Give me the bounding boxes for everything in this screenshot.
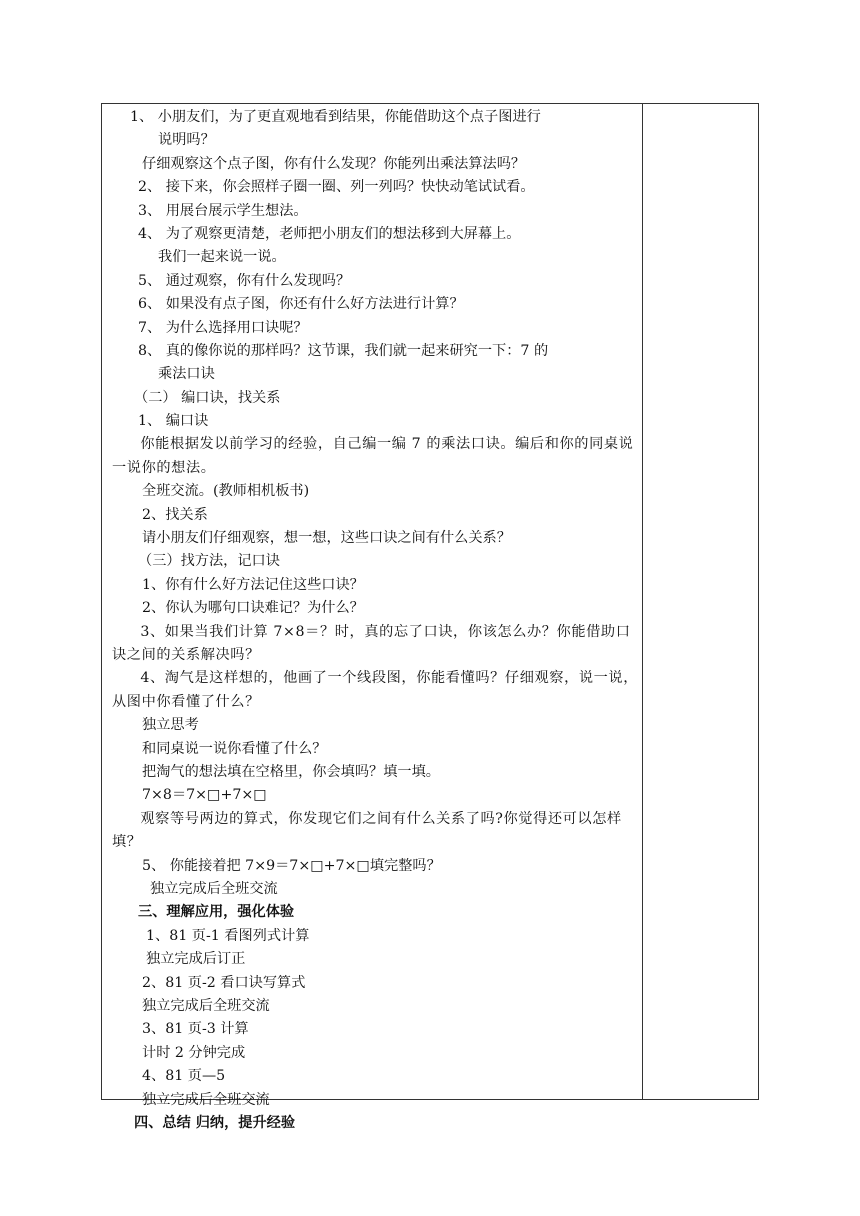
lesson-content-cell [112,106,638,1135]
text-line: 1、81 页-1 看图列式计算 [146,927,310,944]
text-line: 5、 通过观察，你有什么发现吗？ [138,272,351,289]
text-line: 2、你认为哪句口诀难记？为什么？ [142,600,364,617]
text-line: 4、81 页—5 [142,1068,226,1085]
paragraph: 4、淘气是这样想的，他画了一个线段图，你能看懂吗？仔细观察，说一说，从图中你看懂了什么？ [112,670,639,710]
text-line: 2、找关系 [142,506,208,523]
text-line: 7、 为什么选择用口诀呢？ [138,319,308,336]
text-line: 仔细观察这个点子图，你有什么发现？你能列出乘法算法吗？ [142,155,526,172]
text-line: 独立完成后全班交流 [142,1091,270,1108]
text-line: 3、81 页-3 计算 [142,1021,249,1038]
notes-column-cell [643,104,758,1099]
paragraph: 观察等号两边的算式，你发现它们之间有什么关系了吗?你觉得还可以怎样填？ [112,810,622,851]
text-line: 独立完成后全班交流 [142,997,270,1014]
text-line: 计时 2 分钟完成 [142,1044,246,1061]
section-heading: （三）找方法，记口诀 [138,553,280,570]
text-line: 乘法口诀 [158,366,215,383]
paragraph: 3、如果当我们计算 7×8＝？时，真的忘了口诀，你该怎么办？你能借助口诀之间的关系解决吗？ [112,623,631,664]
section-heading: 四、总结 归纳，提升经验 [134,1114,296,1131]
text-line: 独立思考 [142,717,199,734]
section-heading: 三、理解应用，强化体验 [138,904,295,921]
text-line: 6、 如果没有点子图，你还有什么好方法进行计算？ [138,296,464,313]
text-line: 1、 编口诀 [138,413,209,430]
text-line: 说明吗？ [158,132,215,149]
paragraph: 你能根据发以前学习的经验，自己编一编 7 的乘法口诀。编后和你的同桌说一说你的想法。 [112,436,634,476]
text-line: 2、81 页-2 看口诀写算式 [142,974,306,991]
text-line: 我们一起来说一说。 [158,249,286,266]
text-line: 1、 小朋友们，为了更直观地看到结果，你能借助这个点子图进行 [130,109,541,125]
text-line: 独立完成后全班交流 [150,881,278,898]
text-line: 全班交流。(教师相机板书) [142,483,310,500]
text-line: 8、 真的像你说的那样吗？这节课，我们就一起来研究一下：7 的 [138,342,549,359]
text-line: 请小朋友们仔细观察，想一想，这些口诀之间有什么关系？ [142,530,511,547]
text-line: 独立完成后订正 [146,951,246,968]
text-line: 2、 接下来，你会照样子圈一圈、列一列吗？快快动笔试试看。 [138,179,535,196]
text-line: 3、 用展台展示学生想法。 [138,202,308,219]
text-line: 和同桌说一说你看懂了什么？ [142,740,327,757]
text-line: 1、你有什么好方法记住这些口诀？ [142,576,364,593]
section-heading: （二） 编口诀，找关系 [134,389,281,406]
text-line: 5、 你能接着把 7×9＝7×□+7×□填完整吗？ [142,857,441,874]
equation-line: 7×8＝7×□+7×□ [142,787,267,804]
text-line: 4、 为了观察更清楚，老师把小朋友们的想法移到大屏幕上。 [138,225,521,242]
text-line: 把淘气的想法填在空格里，你会填吗？填一填。 [142,764,440,781]
lesson-table [101,103,759,1131]
